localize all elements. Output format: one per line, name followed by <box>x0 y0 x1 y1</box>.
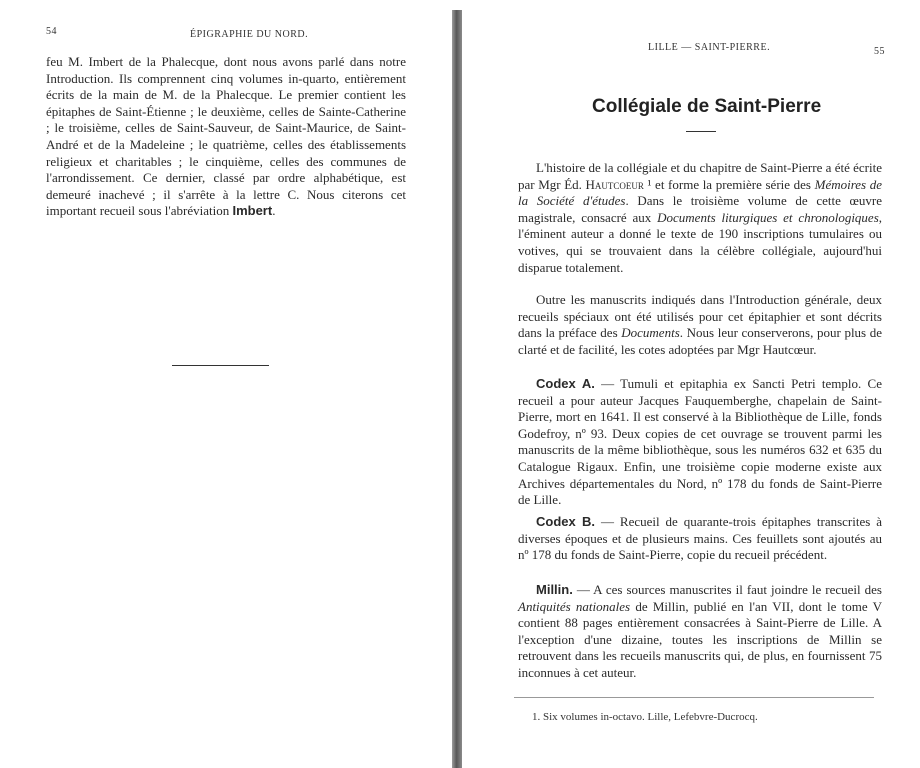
documents-title: Documents liturgiques et chronologiques <box>657 209 879 225</box>
p1-text-c: ¹ et forme la première série des <box>643 176 815 192</box>
left-body-paragraph <box>46 54 406 220</box>
codex-a-text: — Tumuli et epitaphia ex Sancti Petri templo. Ce recueil a pour auteur Jacques Fauquemberghe, chapelain de Saint-Pierre, mort en 1641. Il est conservé à la Bibliothèque de Lille, fonds Godefroy, nº 93. Deux copies de cet ouvrage se trouvent parmi les manuscrits de la même bibliothèque, sous les numéros 632 et 635 du Catalogue Rigaux. Enfin, une troisième copie moderne existe aux Archives départementales du Nord, nº 178 du fonds de Saint-Pierre de Lille. <box>518 376 882 508</box>
left-page-number: 54 <box>46 26 57 37</box>
p1-text-e: . Dans le troisième volume de cette œuvre magistrale, consacré aux <box>518 193 882 225</box>
p1-text-a: L'histoire de la collégiale et du chapitre de Saint-Pierre a été écrite par Mgr Éd. <box>518 160 882 192</box>
documents-ref: Documents <box>621 325 680 341</box>
right-page <box>462 0 920 768</box>
p2-text-c: . Nous leur conserverons, pour plus de clarté et de facilité, les cotes adoptées par Mgr Hautcœur. <box>518 325 883 357</box>
book-spine-shadow <box>452 10 462 768</box>
codex-b-label: Codex B. <box>536 514 596 529</box>
intro-paragraph <box>518 160 882 276</box>
right-running-head: LILLE — SAINT-PIERRE. <box>648 42 771 53</box>
title-rule <box>686 131 716 132</box>
chapter-title: Collégiale de Saint-Pierre <box>592 96 822 117</box>
millin-text-c: de Millin, publié en l'an VII, dont le tome V contient 88 pages entièrement consacrées à Saint-Pierre de Lille. A l'exception d'une dizaine, toutes les inscriptions de Millin se retrouvent dans les recueils manuscrits qui, de plus, en fournissent 75 inconnues à cet auteur. <box>518 598 882 680</box>
left-running-head: ÉPIGRAPHIE DU NORD. <box>190 29 309 40</box>
codex-b-paragraph <box>518 514 882 564</box>
millin-paragraph <box>518 582 882 682</box>
left-page <box>0 0 452 768</box>
millin-text-a: — A ces sources manuscrites il faut joindre le recueil des <box>572 582 882 597</box>
codex-a-paragraph <box>518 376 882 509</box>
millin-label: Millin. <box>536 582 573 597</box>
imbert-abbreviation: Imbert <box>232 203 273 219</box>
memoires-title: Mémoires de la Société d'études <box>518 176 882 209</box>
codex-a-label: Codex A. <box>536 376 595 391</box>
left-body-text: feu M. Imbert de la Phalecque, dont nous avons parlé dans notre Introduction. Ils comprennent cinq volumes in-quarto, entièrement écrits de la main de M. de la Phalecque. Le premier contient les épitaphes de Saint-Étienne ; le deuxième, celles de Sainte-Catherine ; le troisième, celles de Saint-Sauveur, de Saint-Maurice, de Saint-André et de la Madeleine ; le quatrième, celles des établissements religieux et charitables ; le cinquième, celles des communes de l'arrondissement. Ce dernier, classé par ordre alphabétique, est demeuré inachevé ; il s'arrête à la lettre C. Nous citerons cet important recueil sous l'abréviation <box>46 54 406 219</box>
right-page-number: 55 <box>874 46 885 57</box>
footnote: 1. Six volumes in-octavo. Lille, Lefebvre-Ducrocq. <box>532 711 758 723</box>
footnote-rule <box>514 697 874 698</box>
sources-paragraph <box>518 292 882 358</box>
p2-text-a: Outre les manuscrits indiqués dans l'Introduction générale, deux recueils spéciaux ont été utilisés pour cet épitaphier et sont décrits dans la préface des <box>518 292 882 341</box>
codex-b-text: — Recueil de quarante-trois épitaphes transcrites à diverses époques et de plusieurs mains. Ces feuillets sont ajoutés au nº 178 du fonds de Saint-Pierre, copie du recueil précédent. <box>518 514 883 563</box>
left-body-end: . <box>272 203 276 219</box>
hautcoeur-name: Hautcoeur <box>585 176 644 192</box>
end-rule <box>172 365 269 366</box>
antiquites-title: Antiquités nationales <box>518 598 631 614</box>
p1-text-g: , l'éminent auteur a donné le texte de 190 inscriptions tumulaires ou votives, qui se trouvaient dans la célèbre collégiale, aujourd'hui disparue totalement. <box>518 209 883 275</box>
